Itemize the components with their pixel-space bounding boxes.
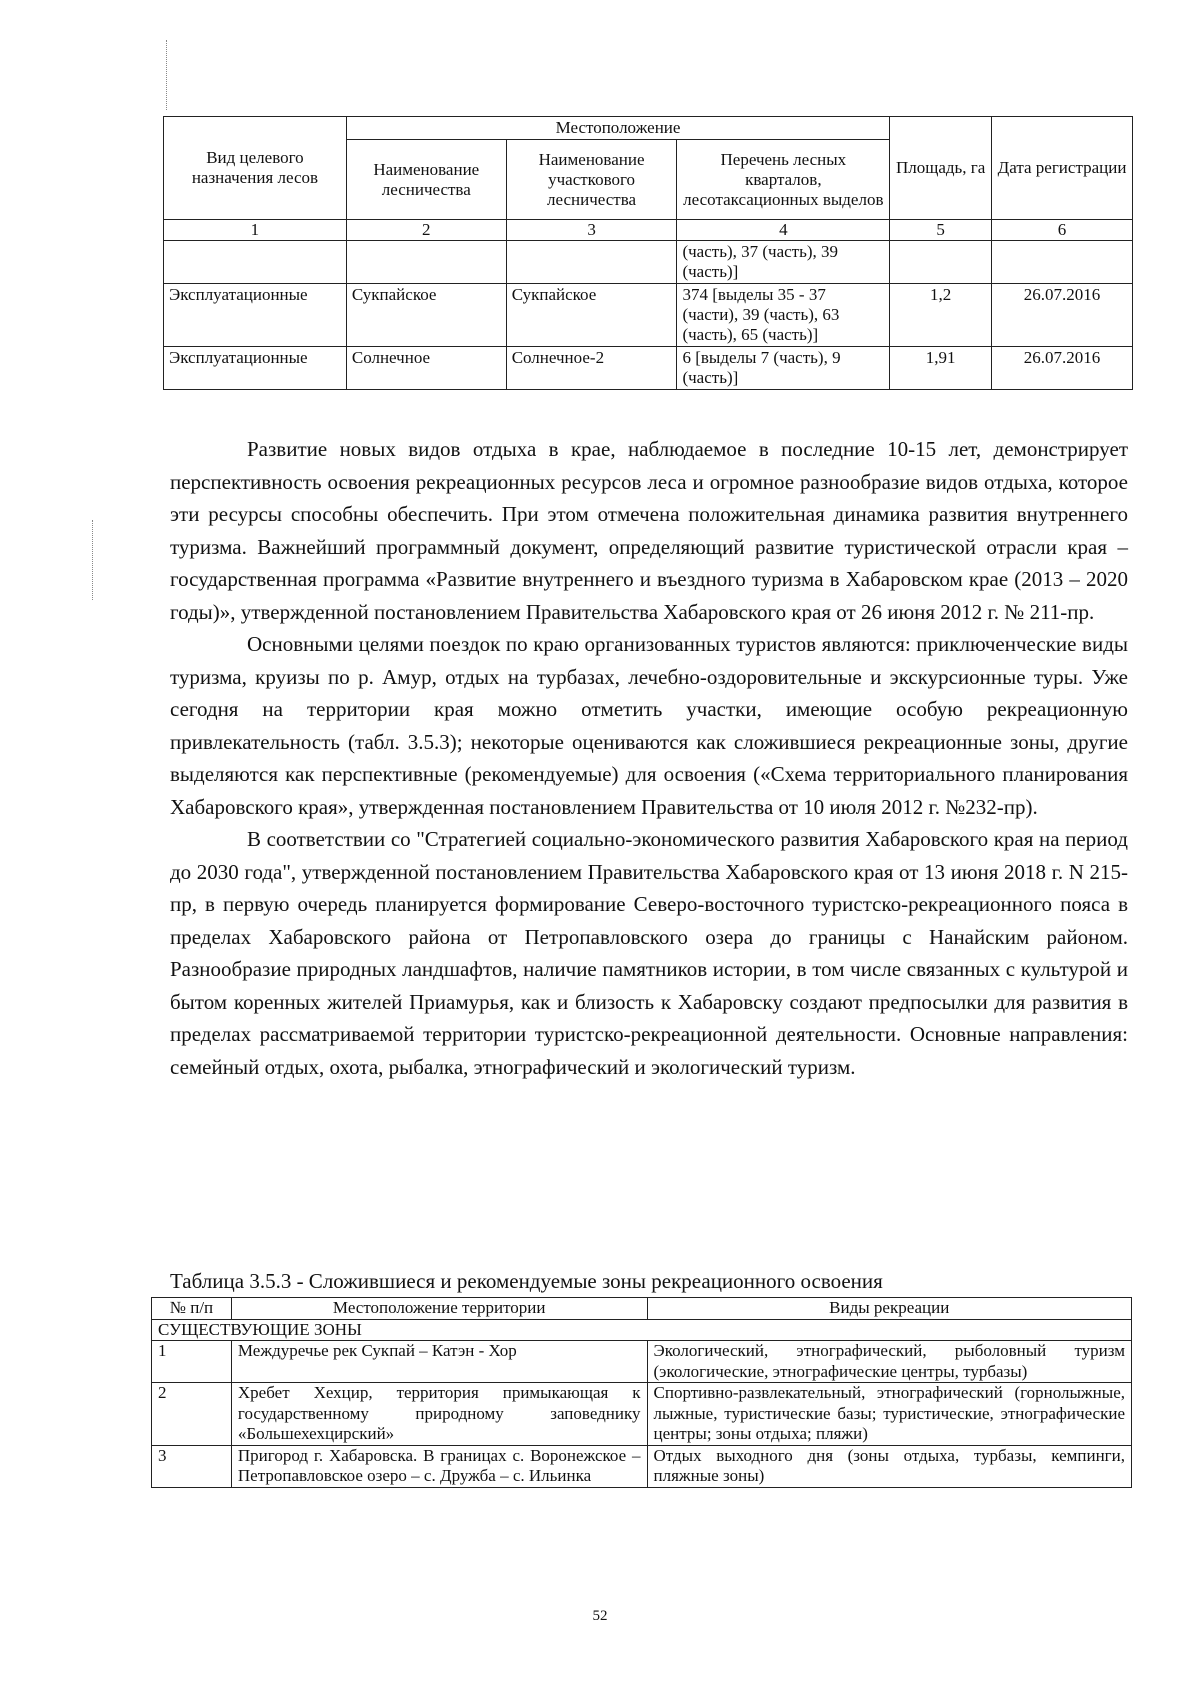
header-area: Площадь, га (890, 117, 992, 220)
paragraph: Развитие новых видов отдыха в крае, наблюдаемое в последние 10-15 лет, демонстрирует перспективность освоения рекреационных ресурсов леса и огромное разнообразие видов отдыха, которое эти ресурсы способны обеспечить. При этом отмечена положительная динамика развития внутреннего туризма. Важнейший программный документ, определяющий развитие туристической отрасли края – государственная программа «Развитие внутреннего и въездного туризма в Хабаровском крае (2013 – 2020 годы)», утвержденной постановлением Правительства Хабаровского края от 26 июня 2012 г. № 211-пр. (170, 437, 1128, 624)
cell-location: Хребет Хехцир, территория примыкающая к государственному природному заповеднику «Большехехцирский» (231, 1383, 647, 1446)
scan-artifact-left (166, 40, 167, 110)
cell-district: Сукпайское (506, 284, 677, 347)
header-location: Местоположение территории (231, 1298, 647, 1320)
cell-quarters: 374 [выделы 35 - 37 (части), 39 (часть), 63 (часть), 65 (часть)] (677, 284, 890, 347)
header-num: № п/п (152, 1298, 232, 1320)
header-types: Виды рекреации (647, 1298, 1131, 1320)
cell-location: Междуречье рек Сукпай – Катэн - Хор (231, 1341, 647, 1383)
column-number: 2 (346, 220, 506, 241)
section-heading: СУЩЕСТВУЮЩИЕ ЗОНЫ (152, 1319, 1132, 1341)
paragraph: Основными целями поездок по краю организованных туристов являются: приключенческие виды туризма, круизы по р. Амур, отдых на турбазах, лечебно-оздоровительные и экскурсионные туры. Уже сегодня на территории края можно отметить участки, имеющие особую рекреационную привлекательность (табл. 3.5.3); некоторые оцениваются как сложившиеся рекреационные зоны, другие выделяются как перспективные (рекомендуемые) для освоения («Схема территориального планирования Хабаровского края», утвержденная постановлением Правительства от 10 июля 2012 г. №232-пр). (170, 632, 1128, 819)
cell-date (992, 241, 1133, 284)
recreation-zones-table (151, 1297, 1132, 1488)
cell-quarters: 6 [выделы 7 (часть), 9 (часть)] (677, 347, 890, 390)
cell-types: Экологический, этнографический, рыболовный туризм (экологические, этнографические центры, турбазы) (647, 1341, 1131, 1383)
cell-forestry (346, 241, 506, 284)
cell-forestry: Сукпайское (346, 284, 506, 347)
cell-types: Спортивно-развлекательный, этнографический (горнолыжные, лыжные, туристические базы; туристические, этнографические центры; зоны отдыха; пляжи) (647, 1383, 1131, 1446)
cell-types: Отдых выходного дня (зоны отдыха, турбазы, кемпинги, пляжные зоны) (647, 1445, 1131, 1487)
forest-purpose-table (163, 116, 1133, 390)
cell-district (506, 241, 677, 284)
header-quarters: Перечень лесных кварталов, лесотаксационных выделов (677, 140, 890, 220)
cell-area (890, 241, 992, 284)
column-number: 4 (677, 220, 890, 241)
header-purpose: Вид целевого назначения лесов (164, 117, 347, 220)
cell-location: Пригород г. Хабаровска. В границах с. Воронежское – Петропавловское озеро – с. Дружба – с. Ильинка (231, 1445, 647, 1487)
paragraph: В соответствии со "Стратегией социально-экономического развития Хабаровского края на период до 2030 года", утвержденной постановлением Правительства Хабаровского края от 13 июня 2018 г. N 215-пр, в первую очередь планируется формирование Северо-восточного туристско-рекреационного пояса в пределах Хабаровского района от Петропавловского озера до границы с Нанайским районом. Разнообразие природных ландшафтов, наличие памятников истории, в том числе связанных с культурой и бытом коренных жителей Приамурья, как и близость к Хабаровску создают предпосылки для развития в пределах рассматриваемой территории туристско-рекреационной деятельности. Основные направления: семейный отдых, охота, рыбалка, этнографический и экологический туризм. (170, 827, 1128, 1079)
cell-purpose: Эксплуатационные (164, 347, 347, 390)
header-forestry: Наименование лесничества (346, 140, 506, 220)
cell-num: 1 (152, 1341, 232, 1383)
table-caption: Таблица 3.5.3 - Сложившиеся и рекомендуемые зоны рекреационного освоения (170, 1269, 883, 1293)
cell-quarters: (часть), 37 (часть), 39 (часть)] (677, 241, 890, 284)
table-row (164, 284, 1133, 347)
cell-date: 26.07.2016 (992, 347, 1133, 390)
table-row (164, 241, 1133, 284)
table-row (152, 1341, 1132, 1383)
header-reg-date: Дата регистрации (992, 117, 1133, 220)
cell-forestry: Солнечное (346, 347, 506, 390)
table-row (152, 1383, 1132, 1446)
table-row (152, 1445, 1132, 1487)
cell-district: Солнечное-2 (506, 347, 677, 390)
page-number: 52 (592, 1608, 608, 1624)
cell-purpose: Эксплуатационные (164, 284, 347, 347)
cell-num: 3 (152, 1445, 232, 1487)
cell-area: 1,2 (890, 284, 992, 347)
column-numbers-row (164, 220, 1133, 241)
body-text (170, 433, 1128, 1083)
column-number: 3 (506, 220, 677, 241)
scan-artifact-margin (92, 520, 93, 600)
header-location: Местоположение (346, 117, 889, 140)
column-number: 6 (992, 220, 1133, 241)
table-row (164, 347, 1133, 390)
cell-purpose (164, 241, 347, 284)
cell-area: 1,91 (890, 347, 992, 390)
cell-num: 2 (152, 1383, 232, 1446)
cell-date: 26.07.2016 (992, 284, 1133, 347)
header-district-forestry: Наименование участкового лесничества (506, 140, 677, 220)
column-number: 1 (164, 220, 347, 241)
column-number: 5 (890, 220, 992, 241)
